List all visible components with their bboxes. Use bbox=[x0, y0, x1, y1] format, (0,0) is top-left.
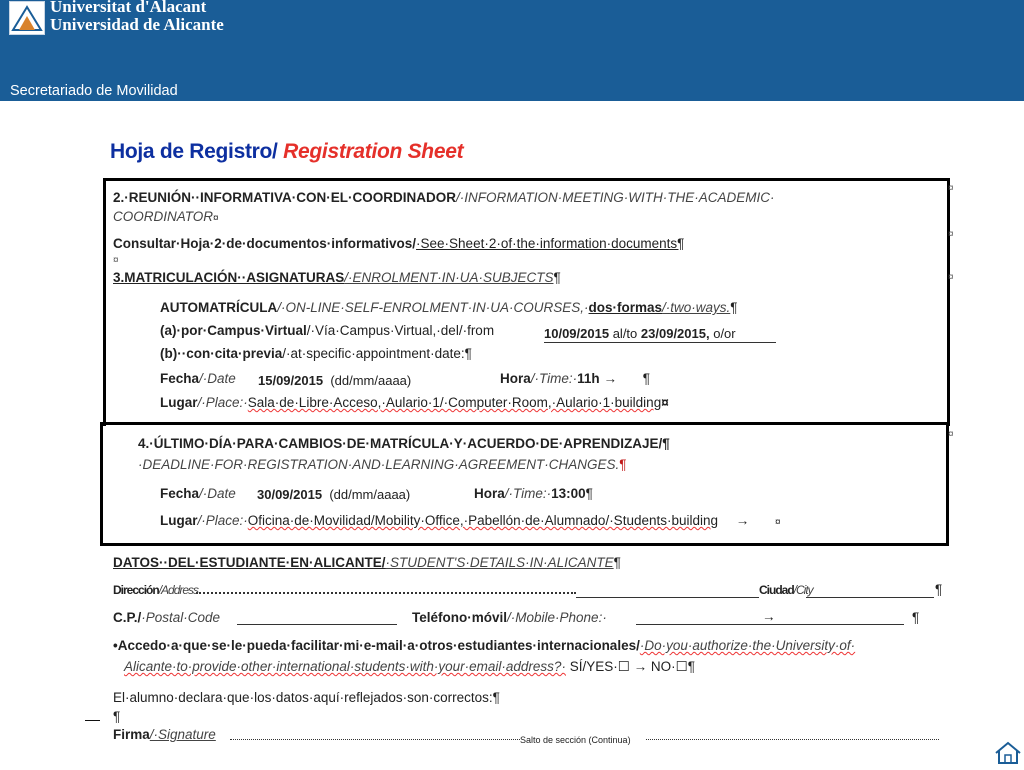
cell-mark: ¤ bbox=[948, 229, 954, 240]
pilcrow: ¶ bbox=[912, 610, 920, 625]
student-details-heading: DATOS··DEL·ESTUDIANTE·EN·ALICANTE/·STUDENT'S·DETAILS·IN·ALICANTE¶ bbox=[113, 555, 621, 570]
page-title bbox=[110, 140, 463, 164]
section3-heading: 3.MATRICULACIÓN··ASIGNATURAS/·ENROLMENT·IN·UA·SUBJECTS¶ bbox=[113, 270, 561, 285]
address-field-line[interactable] bbox=[196, 592, 576, 594]
pilcrow: ¶ bbox=[935, 582, 943, 597]
title-en: Registration Sheet bbox=[283, 140, 464, 163]
option-a-dates: 10/09/2015 al/to 23/09/2015, o/or bbox=[544, 326, 736, 341]
signature-label: Firma/·Signature bbox=[113, 727, 216, 742]
cell-mark: ¤ bbox=[948, 183, 954, 194]
section4-heading: 4.·ÚLTIMO·DÍA·PARA·CAMBIOS·DE·MATRÍCULA·Y·ACUERDO·DE·APRENDIZAJE/¶ bbox=[138, 436, 670, 451]
title-es: Hoja de Registro/ bbox=[110, 140, 278, 163]
postal-code-field-line[interactable] bbox=[237, 624, 397, 625]
deadline-date-value: 30/09/2015 (dd/mm/aaaa) bbox=[257, 487, 411, 502]
appointment-date-row: Fecha/·Date bbox=[160, 371, 236, 386]
section-break-line-2 bbox=[646, 739, 939, 740]
university-logo bbox=[9, 1, 45, 35]
university-name-es: Universidad de Alicante bbox=[50, 15, 224, 34]
section2-heading-cont: COORDINATOR¤ bbox=[113, 209, 219, 224]
pilcrow: ¶ bbox=[113, 709, 121, 724]
section2-heading: 2.·REUNIÓN··INFORMATIVA·CON·EL·COORDINADOR/·INFORMATION·MEETING·WITH·THE·ACADEMIC· bbox=[113, 190, 775, 205]
university-name-ca: Universitat d'Alacant bbox=[50, 0, 207, 16]
self-enrolment-line: AUTOMATRÍCULA/·ON-LINE·SELF-ENROLMENT·IN·UA·COURSES,·dos·formas/·two·ways.¶ bbox=[160, 300, 738, 315]
section-break-label: Salto de sección (Continua) bbox=[520, 735, 631, 745]
deadline-date-row: Fecha/·Date bbox=[160, 486, 236, 501]
home-icon[interactable] bbox=[994, 741, 1022, 765]
section2-consult: Consultar·Hoja·2·de·documentos·informativos/·See·Sheet·2·of·the·information·documents¶ bbox=[113, 236, 685, 251]
header-banner bbox=[0, 0, 1024, 101]
city-label: Ciudad/City bbox=[759, 583, 813, 597]
declaration-text: El·alumno·declara·que·los·datos·aquí·reflejados·son·correctos:¶ bbox=[113, 690, 500, 705]
option-a-underline bbox=[544, 342, 776, 343]
email-consent-line: •Accedo·a·que·se·le·pueda·facilitar·mi·e-mail·a·otros·estudiantes·internacionales/·Do·you·authorize·the·University·of· bbox=[113, 638, 856, 653]
consent-no-checkbox[interactable]: NO·☐¶ bbox=[650, 659, 695, 674]
section4-heading-en: ·DEADLINE·FOR·REGISTRATION·AND·LEARNING·AGREEMENT·CHANGES.¶ bbox=[138, 457, 627, 472]
section-break-line bbox=[230, 739, 520, 740]
tab-arrow: → bbox=[762, 609, 776, 624]
email-consent-line-2: Alicante·to·provide·other·international·students·with·your·email·address?· SÍ/YES·☐ → NO·☐¶ bbox=[124, 659, 695, 674]
cell-mark: ¤ bbox=[948, 272, 954, 283]
appointment-place-row: Lugar/·Place:·Sala·de·Libre·Acceso,·Aulario·1/·Computer·Room,·Aulario·1·building¤ bbox=[160, 395, 669, 410]
address-label: Dirección/Address bbox=[113, 583, 199, 597]
cell-mark: ¤ bbox=[113, 255, 119, 266]
department-name: Secretariado de Movilidad bbox=[10, 83, 178, 99]
option-b-line: (b)··con·cita·previa/·at·specific·appointment·date:¶ bbox=[160, 346, 472, 361]
deadline-place-row: Lugar/·Place:·Oficina·de·Movilidad/Mobility·Office,·Pabellón·de·Alumnado/·Students·building → ¤ bbox=[160, 513, 781, 528]
margin-dash bbox=[85, 720, 100, 721]
consent-yes-checkbox[interactable]: SÍ/YES·☐ bbox=[569, 659, 630, 674]
appointment-time-row: Hora/·Time:·11h → ¶ bbox=[500, 371, 650, 386]
mobile-phone-label: Teléfono·móvil/·Mobile·Phone:· bbox=[412, 610, 607, 625]
postal-code-label: C.P./·Postal·Code bbox=[113, 610, 221, 625]
deadline-time-row: Hora/·Time:·13:00¶ bbox=[474, 486, 593, 501]
option-a-line: (a)·por·Campus·Virtual/·Vía·Campus·Virtual,·del/·from bbox=[160, 323, 495, 338]
appointment-date-value: 15/09/2015 (dd/mm/aaaa) bbox=[258, 373, 412, 388]
city-field-line[interactable] bbox=[806, 597, 934, 598]
address-field-line-2[interactable] bbox=[576, 597, 759, 598]
cell-mark: ¤ bbox=[948, 429, 954, 440]
